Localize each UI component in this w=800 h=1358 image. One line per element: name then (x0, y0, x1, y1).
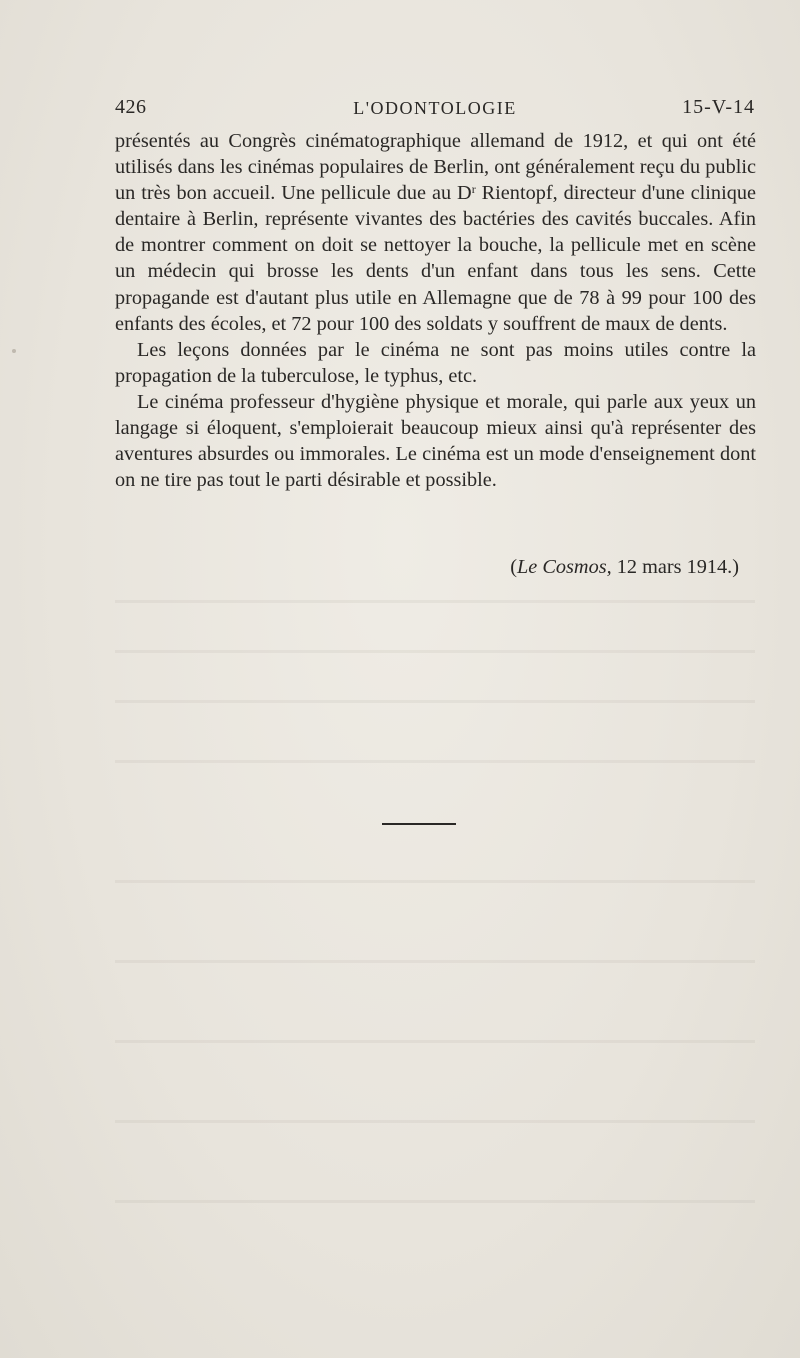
journal-title: L'ODONTOLOGIE (353, 98, 517, 118)
show-through (115, 600, 755, 603)
paragraph-1 (115, 128, 756, 337)
paragraph-1-text-a: présentés au Congrès cinématographique allemand de 1912, et qui ont été utilisés dans les cinémas populaires de Berlin, ont généralement reçu du public un très bon accueil. Une pellicule due au D (115, 130, 756, 205)
running-head (115, 96, 755, 122)
show-through (115, 960, 755, 963)
citation-open-paren: ( (510, 556, 518, 578)
paragraph-1-text-b: Rientopf, directeur d'une clinique dentaire à Berlin, représente vivantes des bactéries des cavités buccales. Afin de montrer comment on doit se nettoyer la bouche, la pellicule met en scène un médecin qui brosse les dents d'un enfant dans tous les sens. Cette propagande est d'autant plus utile en Allemagne que de 78 à 99 pour 100 des enfants des écoles, et 72 pour 100 des soldats y souffrent de maux de dents. (115, 182, 756, 335)
paragraph-3: Le cinéma professeur d'hygiène physique et morale, qui parle aux yeux un langage si éloquent, s'emploierait beaucoup mieux ainsi qu'à représenter des aventures absurdes ou immorales. Le cinéma est un mode d'enseignement dont on ne tire pas tout le parti désirable et possible. (115, 390, 756, 492)
show-through (115, 880, 755, 883)
citation-source: Le Cosmos, (517, 556, 612, 578)
print-speck (12, 349, 16, 353)
show-through (115, 760, 755, 763)
source-citation (115, 554, 739, 580)
show-through (115, 700, 755, 703)
show-through (115, 1200, 755, 1203)
page-number: 426 (115, 96, 147, 118)
citation-date: 12 mars 1914.) (611, 556, 739, 578)
paragraph-2: Les leçons données par le cinéma ne sont pas moins utiles contre la propagation de la tuberculose, le typhus, etc. (115, 338, 756, 387)
show-through (115, 1120, 755, 1123)
article-body (115, 128, 756, 493)
show-through (115, 1040, 755, 1043)
issue-date: 15-V-14 (682, 96, 755, 118)
abbrev-superscript: r (471, 182, 476, 197)
show-through (115, 650, 755, 653)
section-separator-rule (382, 823, 456, 825)
